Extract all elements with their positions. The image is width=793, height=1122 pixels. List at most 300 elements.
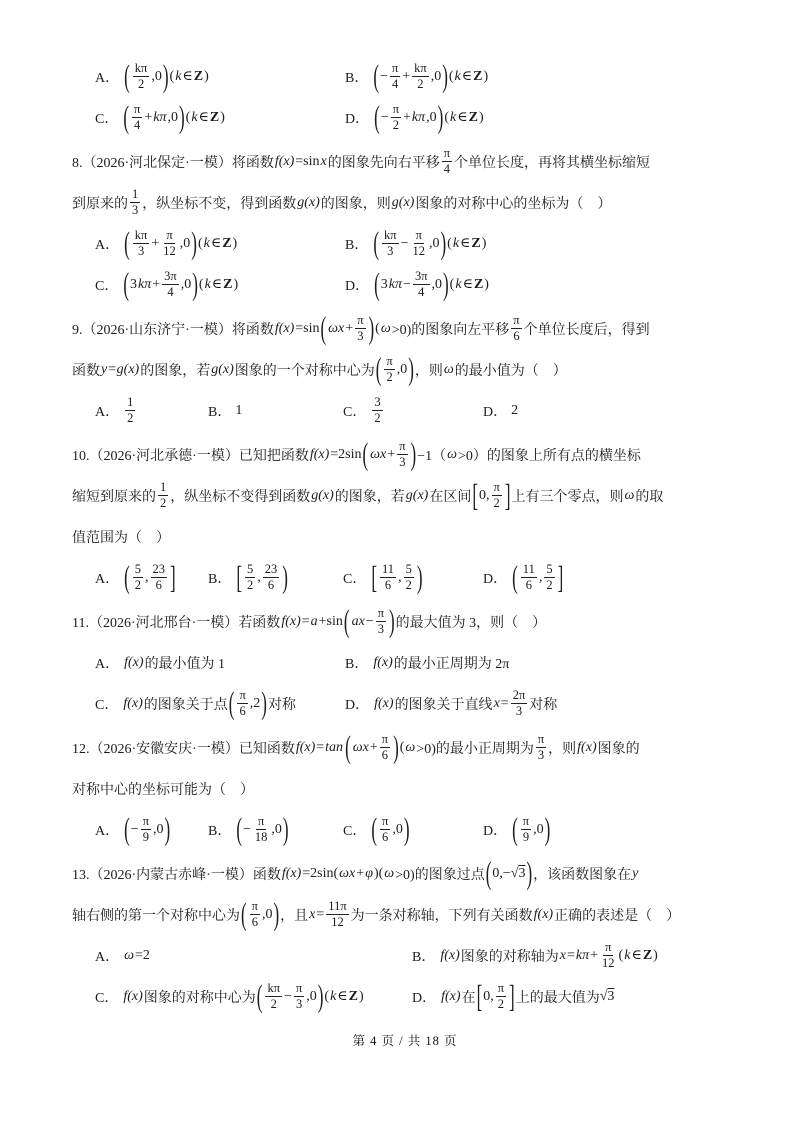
page-number-label: 第 4 页 / 共 18 页 (352, 1034, 458, 1048)
big-delimiter: ) (408, 351, 414, 388)
fraction-numerator: 23 (264, 562, 278, 576)
text-run: ,0 (430, 68, 442, 84)
fraction-denominator: 4 (391, 77, 399, 91)
fraction-numerator: 5 (134, 562, 142, 576)
text-run: 0, (483, 988, 494, 1004)
fraction-denominator: 2 (374, 411, 381, 425)
fraction-numerator: π (392, 102, 400, 116)
fraction-numerator: kπ (267, 981, 281, 995)
fraction-numerator: 3π (164, 269, 177, 283)
fraction-denominator: 3 (399, 455, 406, 469)
text-run: ,0 (428, 235, 440, 251)
option-label: D． (345, 111, 370, 127)
option-row (72, 264, 738, 305)
big-delimiter: ) (191, 225, 197, 262)
page-footer (72, 1031, 738, 1049)
text-run: 2 (511, 402, 519, 418)
math-variable: ax (351, 613, 365, 629)
text-run: ∈ (461, 69, 473, 84)
big-delimiter: ( (123, 266, 130, 303)
text-run: ,0 (431, 276, 442, 292)
text-run: ,0 (426, 109, 437, 125)
option (483, 809, 551, 850)
fraction (404, 562, 414, 593)
big-delimiter: ( (374, 99, 380, 136)
question-line (72, 182, 738, 223)
text-run: ,0 (151, 68, 162, 84)
question-line (72, 434, 738, 475)
fraction-numerator: π (142, 814, 150, 828)
big-delimiter: [ (236, 559, 243, 596)
math-variable: kπ (153, 109, 167, 125)
option (345, 97, 484, 138)
text-run: −1（ (417, 448, 447, 464)
math-bold-symbol: Z (193, 68, 204, 84)
text-run: + (356, 865, 365, 881)
fraction-denominator: 2 (493, 496, 500, 510)
fraction-numerator: π (497, 981, 505, 995)
text-run: 轴右侧的第一个对称中心为 (72, 908, 240, 924)
text-run: , (538, 569, 543, 585)
big-delimiter: ( (371, 811, 378, 848)
big-delimiter: ] (504, 477, 511, 514)
text-run: + (402, 68, 411, 84)
big-delimiter: ) (416, 559, 423, 596)
option (95, 557, 208, 598)
math-variable: ω (380, 320, 391, 336)
big-delimiter: ( (124, 225, 130, 262)
fraction (162, 269, 179, 300)
text-run: 为一条对称轴，下列有关函数 (350, 908, 533, 924)
big-delimiter: ) (393, 729, 399, 766)
fraction-numerator: π (166, 228, 173, 242)
text-run: ,0 (179, 235, 191, 251)
fraction (397, 439, 407, 470)
big-delimiter: ) (443, 266, 449, 303)
text-run: 图象的 (597, 741, 640, 757)
text-run: + (152, 276, 161, 292)
big-delimiter: ) (282, 811, 289, 848)
big-delimiter: ] (509, 978, 515, 1015)
big-delimiter: ) (282, 559, 288, 596)
fraction (294, 981, 304, 1012)
text-run: ∈ (182, 69, 193, 84)
fraction-numerator: 2π (512, 688, 526, 702)
text-run: 8.（2026·河北保定·一模）将函数 (72, 155, 274, 171)
text-run: =2 (135, 947, 150, 963)
fraction (133, 562, 143, 593)
text-run: ) (359, 988, 364, 1004)
option (343, 809, 483, 850)
fraction-denominator: 2 (405, 578, 412, 592)
fraction (380, 732, 390, 763)
fraction (390, 61, 400, 92)
fraction-numerator: π (415, 228, 422, 242)
text-run: 函数 (72, 363, 100, 379)
fraction-denominator: 6 (381, 748, 389, 762)
math-variable: f(x) (440, 947, 460, 963)
option-label: C． (343, 404, 367, 420)
fraction-denominator: 2 (160, 496, 167, 510)
big-delimiter: ) (442, 58, 448, 95)
question-block (72, 853, 738, 1017)
option-row (72, 809, 738, 850)
option (208, 390, 343, 431)
big-delimiter: ) (164, 811, 171, 848)
math-variable: k (203, 235, 210, 251)
option-label: D． (483, 823, 508, 839)
fraction-denominator: 2 (134, 578, 142, 592)
text-run: = (567, 947, 575, 963)
text-run: 值范围为（ ） (72, 530, 170, 546)
option-label: D． (483, 404, 508, 420)
fraction-numerator: π (134, 102, 141, 116)
text-run: 图象的对称中心的坐标为（ ） (415, 196, 612, 212)
text-run: ( (399, 739, 405, 755)
option-row (72, 223, 738, 264)
radicand: 3 (607, 988, 615, 1004)
math-variable: g(x) (311, 487, 334, 503)
fraction-denominator: 4 (134, 118, 141, 132)
math-variable: ω (443, 361, 454, 377)
fraction (133, 61, 150, 92)
text-run: 的图象，若 (334, 489, 405, 505)
text-run: >0)的最小正周期为 (416, 741, 534, 757)
math-bold-symbol: Z (468, 109, 478, 125)
text-run: 的取 (635, 489, 664, 505)
big-delimiter: ) (368, 310, 375, 347)
text-run: ,0 (306, 988, 317, 1004)
fraction-numerator: kπ (384, 228, 397, 242)
math-bold-symbol: Z (348, 988, 359, 1004)
fraction (442, 146, 452, 177)
math-variable: x (320, 153, 327, 169)
text-run: ，且 (280, 908, 309, 924)
math-variable: ωx (370, 446, 387, 462)
fraction-denominator: 9 (142, 830, 149, 844)
math-variable: ωx (339, 865, 356, 881)
big-delimiter: ( (124, 559, 130, 596)
option-label: C． (95, 278, 119, 294)
fraction-numerator: π (391, 61, 399, 75)
text-run: + (151, 235, 160, 251)
fraction (376, 606, 386, 637)
math-variable: g(x) (391, 194, 415, 210)
math-variable: kπ (388, 276, 403, 292)
text-run: + (345, 320, 354, 336)
text-run: 到原来的 (72, 196, 128, 212)
big-delimiter: ) (261, 685, 267, 722)
option (345, 264, 489, 305)
fraction-numerator: π (295, 981, 303, 995)
fraction-numerator: π (381, 732, 389, 746)
radical-sign: √ (599, 988, 608, 1004)
fraction (413, 269, 430, 300)
text-run: 12.（2026·安徽安庆·一模）已知函数 (72, 741, 295, 757)
fraction (384, 354, 394, 385)
text-run: ( (375, 320, 380, 336)
text-run: = (316, 906, 325, 922)
text-run: = (301, 613, 310, 629)
math-variable: kπ (575, 947, 590, 963)
math-variable: k (452, 235, 460, 251)
option-label: D． (345, 278, 370, 294)
text-run: 1 (235, 402, 243, 418)
math-variable: g(x) (297, 194, 320, 210)
text-run: ) (481, 235, 487, 251)
math-variable: k (455, 276, 462, 292)
big-delimiter: ( (320, 310, 327, 347)
option (95, 390, 208, 431)
text-run: 的图象关于点 (143, 697, 228, 713)
option-row (72, 557, 738, 598)
text-run: 上的最大值为 (515, 990, 600, 1006)
text-run: >0）的图象上所有点的横坐标 (457, 448, 641, 464)
fraction-numerator: 5 (546, 562, 553, 576)
option-label: B． (208, 823, 232, 839)
text-run: 缩短到原来的 (72, 489, 156, 505)
big-delimiter: ) (389, 603, 395, 640)
big-delimiter: [ (371, 559, 378, 596)
big-delimiter: [ (476, 978, 483, 1015)
text-run: >0)的图象过点 (395, 867, 485, 883)
option (95, 97, 345, 138)
option (345, 642, 509, 683)
fraction (355, 313, 365, 344)
option (95, 976, 412, 1017)
fraction-numerator: π (522, 814, 530, 828)
math-variable: f(x) (281, 865, 302, 881)
text-run: 3 (380, 276, 388, 292)
fraction-numerator: 5 (405, 562, 412, 576)
option (95, 935, 412, 976)
question-line (72, 853, 738, 894)
math-variable: tan (325, 739, 344, 755)
text-run: 的图象，若 (140, 363, 211, 379)
option (95, 683, 345, 724)
question-line (72, 727, 738, 768)
fraction-denominator: 18 (254, 830, 268, 844)
option-label: A． (95, 70, 120, 86)
option (95, 642, 345, 683)
fraction-numerator: π (605, 940, 612, 954)
text-run: ,0 (180, 276, 192, 292)
math-variable: f(x) (281, 613, 301, 629)
big-delimiter: ] (170, 559, 176, 596)
option (95, 264, 345, 305)
math-variable: f(x) (577, 739, 597, 755)
fraction-denominator: 6 (525, 578, 532, 592)
fraction-denominator: 12 (602, 956, 615, 970)
text-run: ( (197, 235, 203, 251)
fraction-numerator: π (537, 732, 545, 746)
option-label: B． (208, 404, 232, 420)
math-variable: k (330, 988, 337, 1004)
text-run: 对称中心的坐标可能为（ ） (72, 782, 254, 798)
text-run: + (403, 109, 411, 125)
fraction (151, 562, 168, 593)
big-delimiter: ( (343, 603, 350, 640)
option-row (72, 642, 738, 683)
math-variable: f(x) (124, 654, 144, 670)
math-bold-symbol: Z (473, 276, 484, 292)
text-run: ∈ (460, 236, 471, 251)
option-row (72, 56, 738, 97)
option (345, 56, 488, 97)
fraction-denominator: 4 (167, 285, 174, 299)
fraction-denominator: 12 (331, 915, 344, 929)
fraction-numerator: π (377, 606, 384, 620)
big-delimiter: ( (512, 811, 518, 848)
question-line (72, 349, 738, 390)
math-variable: k (204, 276, 211, 292)
text-run: ( (169, 68, 175, 84)
math-variable: ω (624, 487, 635, 503)
text-run: =sin (295, 153, 320, 169)
question-line (72, 475, 738, 516)
fraction (158, 480, 168, 511)
fraction-denominator: 9 (522, 830, 530, 844)
big-delimiter: ) (410, 436, 417, 473)
option (483, 557, 564, 598)
text-run: =2sin (330, 446, 362, 462)
text-run: ∈ (462, 277, 473, 292)
big-delimiter: ) (544, 811, 551, 848)
text-run: ) (233, 276, 239, 292)
math-variable: ω (405, 739, 416, 755)
math-variable: ωx (328, 320, 345, 336)
text-run: = (500, 695, 509, 711)
text-run: ,2 (249, 695, 261, 711)
big-delimiter: ( (228, 685, 235, 722)
math-variable: y=g(x) (101, 361, 140, 377)
big-delimiter: ) (178, 99, 185, 136)
fraction-numerator: kπ (134, 61, 148, 75)
big-delimiter: ( (124, 811, 130, 848)
option-row (72, 976, 738, 1017)
big-delimiter: ) (317, 978, 324, 1015)
fraction-numerator: π (493, 480, 500, 494)
text-run: + (369, 739, 378, 755)
math-variable: g(x) (405, 487, 429, 503)
fraction-numerator: 1 (160, 480, 167, 494)
fraction-numerator: 23 (152, 562, 166, 576)
fraction-denominator: 3 (132, 203, 139, 217)
fraction (237, 688, 247, 719)
option-label: B． (412, 949, 436, 965)
option-label: B． (345, 237, 369, 253)
fraction (521, 562, 537, 593)
math-variable: x (559, 947, 566, 963)
question-block (72, 727, 738, 850)
text-run: ( (618, 947, 624, 963)
text-run: 上有三个零点，则 (511, 489, 624, 505)
option (345, 683, 557, 724)
text-run: ) (232, 235, 238, 251)
fraction (372, 395, 382, 426)
fraction (161, 228, 178, 259)
text-run: ，该函数图象在 (533, 867, 632, 883)
text-run: − (284, 988, 292, 1004)
option-label: D． (483, 571, 508, 587)
fraction (326, 899, 348, 930)
big-delimiter: ( (373, 58, 380, 95)
text-run: ∈ (211, 277, 223, 292)
fraction (265, 981, 282, 1012)
big-delimiter: ( (236, 811, 243, 848)
text-run: 11.（2026·河北邢台·一模）若函数 (72, 615, 281, 631)
option-label: D． (412, 990, 437, 1006)
fraction-numerator: 5 (247, 562, 254, 576)
text-run: 对称 (529, 697, 558, 713)
text-run: ) (483, 68, 489, 84)
option (208, 557, 343, 598)
square-root (511, 866, 526, 882)
fraction (125, 395, 135, 426)
fraction-denominator: 3 (377, 622, 384, 636)
text-run: 在 (461, 990, 476, 1006)
option (343, 557, 483, 598)
fraction-numerator: π (382, 814, 389, 828)
text-run: − (130, 821, 139, 837)
fraction (600, 940, 617, 971)
fraction-denominator: 2 (392, 118, 399, 132)
big-delimiter: ( (241, 896, 247, 933)
option-row (72, 97, 738, 138)
text-run: 的最小值为（ ） (454, 363, 567, 379)
fraction-denominator: 6 (251, 915, 258, 929)
text-run: + (144, 109, 153, 125)
math-variable: k (450, 109, 457, 125)
math-variable: φ (365, 865, 373, 881)
text-run: ) (220, 109, 225, 125)
fraction-numerator: π (443, 146, 451, 160)
option-label: D． (345, 697, 370, 713)
question-line (72, 516, 738, 557)
math-variable: f(x) (123, 988, 143, 1004)
math-variable: f(x) (533, 906, 554, 922)
math-variable: f(x) (441, 988, 461, 1004)
option-label: A． (95, 656, 120, 672)
text-run: ,0 (261, 906, 273, 922)
option-label: A． (95, 571, 120, 587)
fraction-denominator: 3 (387, 244, 394, 258)
option-row (72, 390, 738, 431)
fraction-numerator: 1 (127, 395, 134, 409)
math-variable: ωx (352, 739, 369, 755)
math-variable: x (493, 695, 500, 711)
text-run: 图象的对称中心为 (143, 990, 256, 1006)
question-block (72, 308, 738, 431)
fraction (253, 814, 270, 845)
fraction-denominator: 3 (537, 748, 545, 762)
math-variable: f(x) (373, 654, 393, 670)
fraction (141, 814, 151, 845)
fraction-denominator: 6 (267, 578, 275, 592)
big-delimiter: ( (373, 225, 380, 262)
fraction-numerator: π (399, 439, 406, 453)
text-run: ∈ (337, 989, 348, 1004)
math-variable: x (309, 906, 316, 922)
text-run: 的图象关于直线 (394, 697, 493, 713)
fraction-denominator: 2 (270, 997, 277, 1011)
math-variable: ω (447, 446, 457, 462)
fraction-denominator: 6 (513, 329, 520, 343)
fraction (263, 562, 280, 593)
option-row (72, 683, 738, 724)
fraction-numerator: kπ (414, 61, 427, 75)
text-run: ( (449, 276, 455, 292)
